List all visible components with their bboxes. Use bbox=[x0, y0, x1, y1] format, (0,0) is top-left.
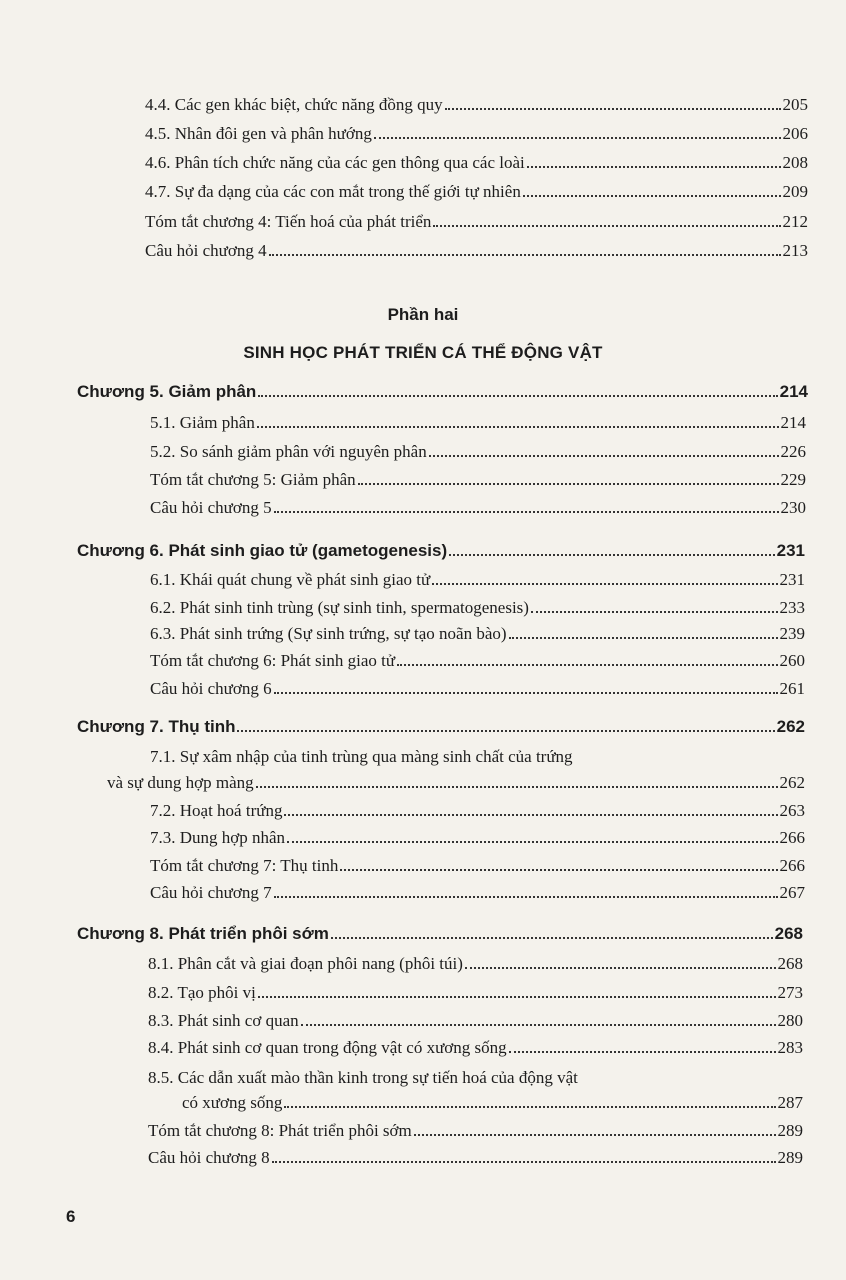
entry-page: 267 bbox=[779, 883, 805, 902]
entry-page: 266 bbox=[779, 828, 805, 847]
entry-title: 6.3. Phát sinh trứng (Sự sinh trứng, sự tạo noãn bào) bbox=[150, 624, 507, 643]
entry-title: Tóm tắt chương 5: Giảm phân bbox=[150, 470, 356, 489]
leader-dots bbox=[256, 786, 778, 788]
entry-title: 4.6. Phân tích chức năng của các gen thông qua các loài bbox=[145, 153, 525, 172]
leader-dots bbox=[274, 692, 778, 694]
leader-dots bbox=[433, 225, 780, 227]
toc-entry[interactable] bbox=[150, 882, 805, 904]
toc-entry[interactable] bbox=[107, 772, 805, 794]
part-label: Phần hai bbox=[387, 305, 459, 324]
leader-dots bbox=[523, 195, 781, 197]
leader-dots bbox=[429, 455, 779, 457]
entry-title: Câu hỏi chương 6 bbox=[150, 679, 272, 698]
chapter-title: Chương 7. Thụ tinh bbox=[77, 717, 236, 736]
entry-page: 214 bbox=[780, 413, 806, 432]
entry-page: 261 bbox=[779, 679, 805, 698]
entry-title: 6.2. Phát sinh tinh trùng (sự sinh tinh, spermatogenesis) bbox=[150, 598, 529, 617]
leader-dots bbox=[274, 896, 778, 898]
entry-title: 7.2. Hoạt hoá trứng bbox=[150, 801, 283, 820]
toc-entry-line1[interactable]: 7.1. Sự xâm nhập của tinh trùng qua màng sinh chất của trứng bbox=[150, 747, 573, 766]
entry-title: Câu hỏi chương 5 bbox=[150, 498, 272, 517]
entry-page: 263 bbox=[779, 801, 805, 820]
entry-title: 6.1. Khái quát chung về phát sinh giao tử bbox=[150, 570, 431, 589]
entry-title: 8.2. Tạo phôi vị bbox=[148, 983, 256, 1002]
leader-dots bbox=[257, 426, 779, 428]
entry-page: 231 bbox=[779, 570, 805, 589]
entry-page: 239 bbox=[779, 624, 805, 643]
entry-title: 8.3. Phát sinh cơ quan bbox=[148, 1011, 299, 1030]
leader-dots bbox=[465, 967, 776, 969]
toc-entry[interactable] bbox=[150, 441, 806, 463]
chapter-page: 262 bbox=[776, 717, 805, 736]
leader-dots bbox=[374, 137, 781, 139]
leader-dots bbox=[509, 637, 778, 639]
chapter-heading[interactable] bbox=[77, 381, 808, 403]
chapter-heading[interactable] bbox=[77, 923, 803, 945]
chapter-page: 214 bbox=[779, 382, 808, 401]
entry-page: 205 bbox=[782, 95, 808, 114]
entry-title: Tóm tắt chương 7: Thụ tinh bbox=[150, 856, 339, 875]
part-title: SINH HỌC PHÁT TRIỂN CÁ THỂ ĐỘNG VẬT bbox=[243, 343, 603, 362]
entry-page: 233 bbox=[779, 598, 805, 617]
entry-title: 8.4. Phát sinh cơ quan trong động vật có xương sống bbox=[148, 1038, 507, 1057]
leader-dots bbox=[432, 583, 777, 585]
toc-entry[interactable] bbox=[148, 1037, 803, 1059]
entry-page: 289 bbox=[777, 1121, 803, 1140]
entry-title: Tóm tắt chương 4: Tiến hoá của phát triển bbox=[145, 212, 432, 231]
toc-entry[interactable] bbox=[150, 412, 806, 434]
entry-page: 268 bbox=[777, 954, 803, 973]
toc-entry[interactable] bbox=[145, 240, 808, 262]
chapter-heading[interactable] bbox=[77, 540, 805, 562]
leader-dots bbox=[449, 554, 774, 556]
entry-title: có xương sống bbox=[182, 1093, 283, 1112]
entry-title: Câu hỏi chương 4 bbox=[145, 241, 267, 260]
entry-page: 209 bbox=[782, 182, 808, 201]
leader-dots bbox=[258, 395, 777, 397]
toc-entry[interactable] bbox=[150, 650, 805, 672]
leader-dots bbox=[340, 869, 777, 871]
toc-entry[interactable] bbox=[150, 569, 805, 591]
leader-dots bbox=[258, 996, 776, 998]
toc-entry[interactable] bbox=[150, 469, 806, 491]
entry-page: 226 bbox=[780, 442, 806, 461]
leader-dots bbox=[287, 841, 777, 843]
entry-title: Tóm tắt chương 8: Phát triển phôi sớm bbox=[148, 1121, 412, 1140]
entry-page: 208 bbox=[782, 153, 808, 172]
toc-entry[interactable] bbox=[148, 1010, 803, 1032]
leader-dots bbox=[301, 1024, 776, 1026]
toc-entry[interactable] bbox=[150, 497, 806, 519]
entry-page: 287 bbox=[777, 1093, 803, 1112]
toc-entry-line1[interactable]: 8.5. Các dẫn xuất mào thần kinh trong sự tiến hoá của động vật bbox=[148, 1068, 578, 1087]
chapter-title: Chương 6. Phát sinh giao tử (gametogenesis) bbox=[77, 541, 448, 560]
entry-page: 262 bbox=[779, 773, 805, 792]
toc-entry[interactable] bbox=[145, 181, 808, 203]
entry-page: 229 bbox=[780, 470, 806, 489]
leader-dots bbox=[445, 108, 781, 110]
entry-page: 206 bbox=[782, 124, 808, 143]
toc-entry[interactable] bbox=[150, 597, 805, 619]
entry-title: và sự dung hợp màng bbox=[107, 773, 254, 792]
leader-dots bbox=[527, 166, 781, 168]
chapter-page: 268 bbox=[774, 924, 803, 943]
toc-entry[interactable] bbox=[145, 123, 808, 145]
chapter-page: 231 bbox=[776, 541, 805, 560]
chapter-title: Chương 5. Giảm phân bbox=[77, 382, 257, 401]
toc-entry[interactable] bbox=[150, 800, 805, 822]
leader-dots bbox=[414, 1134, 776, 1136]
entry-title: Câu hỏi chương 8 bbox=[148, 1148, 270, 1167]
entry-title: Câu hỏi chương 7 bbox=[150, 883, 272, 902]
entry-title: 7.3. Dung hợp nhân bbox=[150, 828, 286, 847]
entry-page: 273 bbox=[777, 983, 803, 1002]
toc-entry[interactable] bbox=[150, 827, 805, 849]
toc-entry[interactable] bbox=[148, 1120, 803, 1142]
entry-title: 4.7. Sự đa dạng của các con mắt trong thế giới tự nhiên bbox=[145, 182, 521, 201]
entry-page: 289 bbox=[777, 1148, 803, 1167]
leader-dots bbox=[331, 937, 773, 939]
leader-dots bbox=[531, 611, 778, 613]
entry-title: 8.1. Phân cắt và giai đoạn phôi nang (phôi túi) bbox=[148, 954, 463, 973]
leader-dots bbox=[237, 730, 774, 732]
entry-page: 230 bbox=[780, 498, 806, 517]
entry-title: 4.4. Các gen khác biệt, chức năng đồng quy bbox=[145, 95, 443, 114]
entry-page: 280 bbox=[777, 1011, 803, 1030]
chapter-title: Chương 8. Phát triển phôi sớm bbox=[77, 924, 329, 943]
toc-entry[interactable] bbox=[148, 982, 803, 1004]
toc-entry[interactable] bbox=[182, 1092, 803, 1114]
toc-entry[interactable] bbox=[148, 1147, 803, 1169]
page-number: 6 bbox=[66, 1207, 76, 1226]
entry-page: 212 bbox=[782, 212, 808, 231]
entry-title: 4.5. Nhân đôi gen và phân hướng bbox=[145, 124, 372, 143]
leader-dots bbox=[397, 664, 777, 666]
toc-entry[interactable] bbox=[150, 855, 805, 877]
leader-dots bbox=[284, 1106, 775, 1108]
toc-entry[interactable] bbox=[145, 211, 808, 233]
leader-dots bbox=[269, 254, 781, 256]
chapter-heading[interactable] bbox=[77, 716, 805, 738]
entry-title: 5.2. So sánh giảm phân với nguyên phân bbox=[150, 442, 427, 461]
leader-dots bbox=[509, 1051, 776, 1053]
toc-entry[interactable] bbox=[145, 94, 808, 116]
entry-page: 266 bbox=[779, 856, 805, 875]
leader-dots bbox=[284, 814, 777, 816]
leader-dots bbox=[358, 483, 779, 485]
entry-page: 260 bbox=[779, 651, 805, 670]
toc-entry[interactable] bbox=[150, 623, 805, 645]
entry-title: Tóm tắt chương 6: Phát sinh giao tử bbox=[150, 651, 396, 670]
entry-page: 213 bbox=[782, 241, 808, 260]
entry-page: 283 bbox=[777, 1038, 803, 1057]
leader-dots bbox=[274, 511, 779, 513]
toc-entry[interactable] bbox=[150, 678, 805, 700]
toc-entry[interactable] bbox=[145, 152, 808, 174]
toc-entry[interactable] bbox=[148, 953, 803, 975]
entry-title: 5.1. Giảm phân bbox=[150, 413, 255, 432]
leader-dots bbox=[272, 1161, 776, 1163]
